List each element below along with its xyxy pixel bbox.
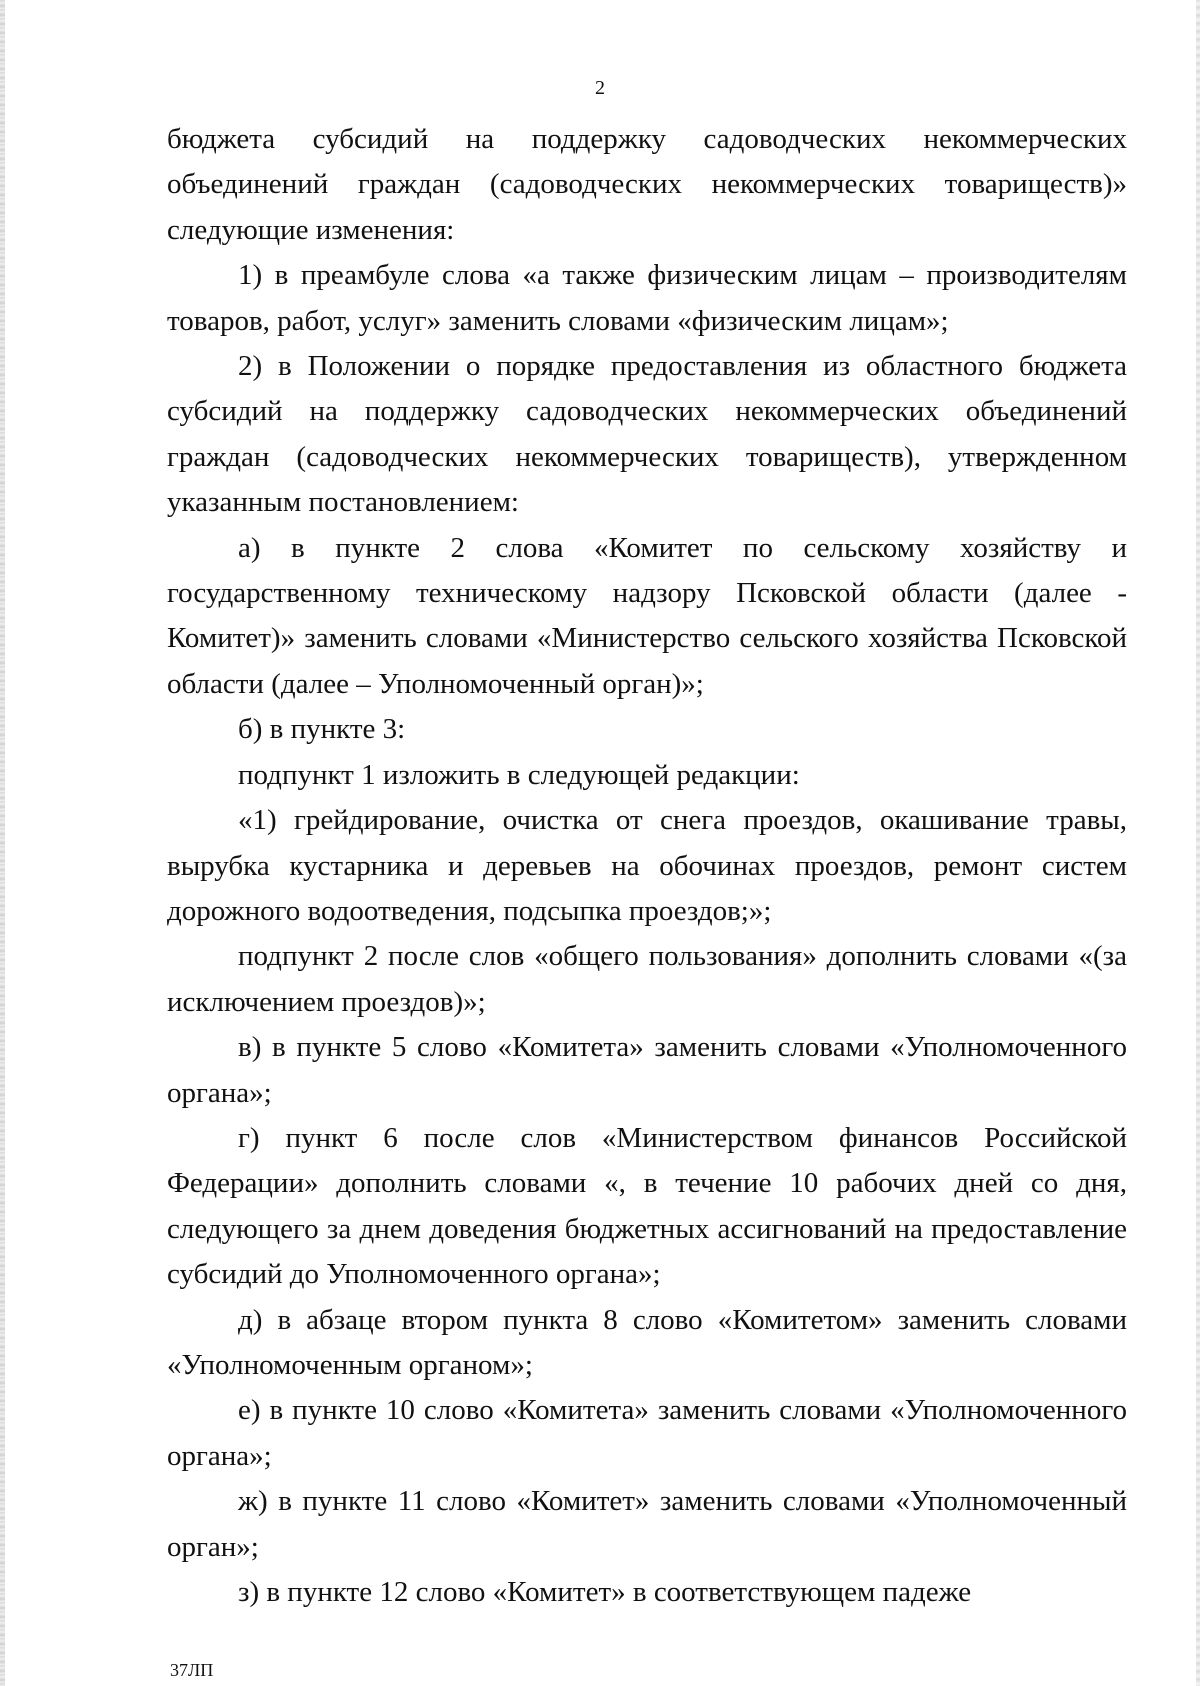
paragraph-subitem-1-intro: подпункт 1 изложить в следующей редакции:	[238, 758, 800, 791]
paragraph-item-a: а) в пункте 2 слова «Комитет по сельскому хозяйству и государственному техническому надзору Псковской области (далее - Комитет)» заменить словами «Министерство сельского хозяйства Псковской области (далее – Уполномоченный орган)»;	[167, 531, 1127, 700]
paragraph-item-e: е) в пункте 10 слово «Комитета» заменить словами «Уполномоченного органа»;	[167, 1394, 1127, 1472]
paragraph-item-d: д) в абзаце втором пункта 8 слово «Комитетом» заменить словами «Уполномоченным органом»;	[167, 1303, 1127, 1381]
paragraph-subitem-2: подпункт 2 после слов «общего пользования» дополнить словами «(за исключением проездов)»;	[167, 940, 1127, 1018]
scan-edge-right	[1196, 0, 1200, 1686]
paragraph-item-zh: ж) в пункте 11 слово «Комитет» заменить словами «Уполномоченный орган»;	[167, 1485, 1127, 1563]
paragraph-item-b: б) в пункте 3:	[238, 713, 406, 746]
document-body	[167, 117, 1127, 1615]
paragraph-item-v: в) в пункте 5 слово «Комитета» заменить словами «Уполномоченного органа»;	[167, 1031, 1127, 1109]
scan-edge-left	[0, 0, 5, 1686]
footer-document-code: 37ЛП	[170, 1660, 214, 1680]
paragraph-item-g: г) пункт 6 после слов «Министерством финансов Российской Федерации» дополнить словами «, в течение 10 рабочих дней со дня, следующего за днем доведения бюджетных ассигнований на предоставление субсидий до Уполномоченного органа»;	[167, 1121, 1127, 1291]
paragraph-subitem-1-text: «1) грейдирование, очистка от снега проездов, окашивание травы, вырубка кустарника и деревьев на обочинах проездов, ремонт систем дорожного водоотведения, подсыпка проездов;»;	[167, 804, 1127, 927]
paragraph-item-2: 2) в Положении о порядке предоставления из областного бюджета субсидий на поддержку садоводческих некоммерческих объединений граждан (садоводческих некоммерческих товариществ), утвержденном указанным постановлением:	[167, 350, 1127, 519]
paragraph-item-z: з) в пункте 12 слово «Комитет» в соответствующем падеже	[238, 1576, 972, 1608]
paragraph-item-1: 1) в преамбуле слова «а также физическим лицам – производителям товаров, работ, услуг» заменить словами «физическим лицам»;	[167, 259, 1127, 337]
page-number: 2	[595, 77, 605, 99]
paragraph-continuation: бюджета субсидий на поддержку садоводческих некоммерческих объединений граждан (садоводческих некоммерческих товариществ)» следующие изменения:	[167, 123, 1127, 246]
